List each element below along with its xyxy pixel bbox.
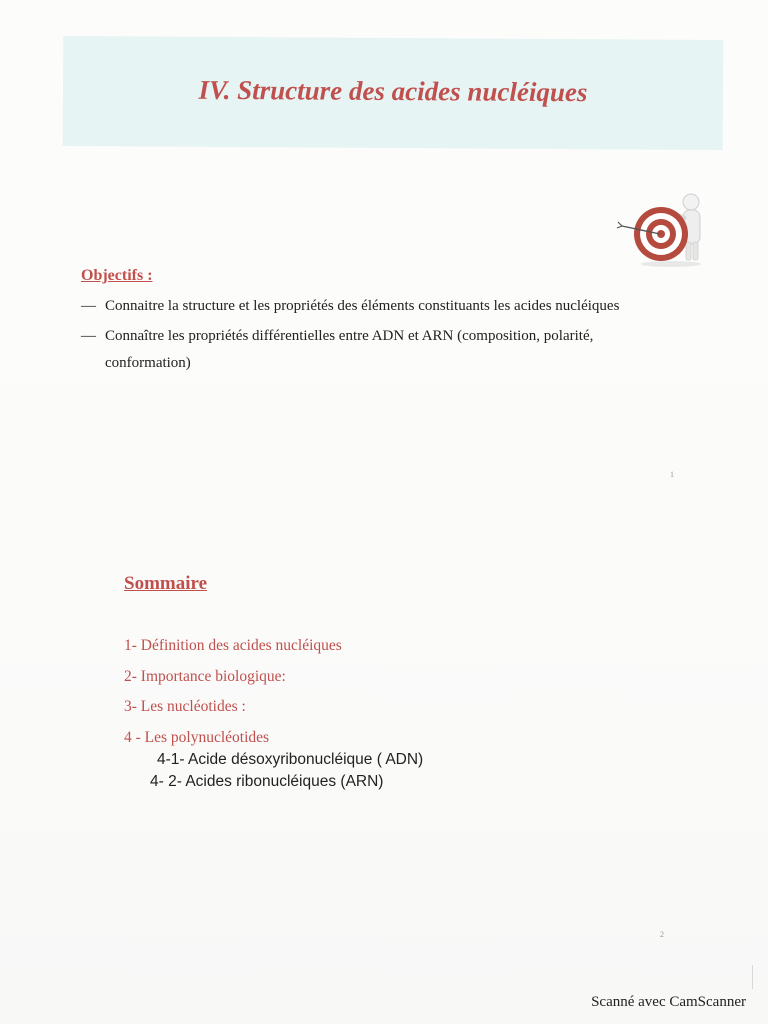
objective-text-2: Connaître les propriétés différentielles entre ADN et ARN (composition, polarité, [105, 328, 594, 344]
scan-edge-line [752, 965, 753, 989]
dash-bullet: — [81, 328, 96, 344]
toc-subitem-1: 4-1- Acide désoxyribonucléique ( ADN) [157, 751, 424, 768]
sommaire-heading: Sommaire [124, 573, 208, 594]
toc-item-1: 1- Définition des acides nucléiques [124, 637, 342, 654]
toc-subitem-2: 4- 2- Acides ribonucléiques (ARN) [150, 773, 384, 790]
objective-item-2 [81, 328, 593, 345]
page-number-2: 2 [660, 930, 664, 939]
objective-item-2-continuation: conformation) [105, 355, 191, 371]
page-title: IV. Structure des acides nucléiques [198, 74, 588, 108]
toc-item-4: 4 - Les polynucléotides [124, 729, 270, 746]
target-with-figure-icon [616, 188, 706, 268]
objectifs-heading: Objectifs : [81, 267, 153, 284]
title-banner [63, 36, 724, 150]
toc-item-3: 3- Les nucléotides : [124, 698, 246, 715]
page-number-1: 1 [670, 470, 674, 479]
camscanner-watermark: Scanné avec CamScanner [591, 994, 746, 1010]
toc-item-2: 2- Importance biologique: [124, 668, 286, 685]
dash-bullet: — [81, 298, 96, 314]
objective-text-1: Connaitre la structure et les propriétés des éléments constituants les acides nucléiques [105, 298, 620, 314]
objective-item-1 [81, 298, 619, 315]
